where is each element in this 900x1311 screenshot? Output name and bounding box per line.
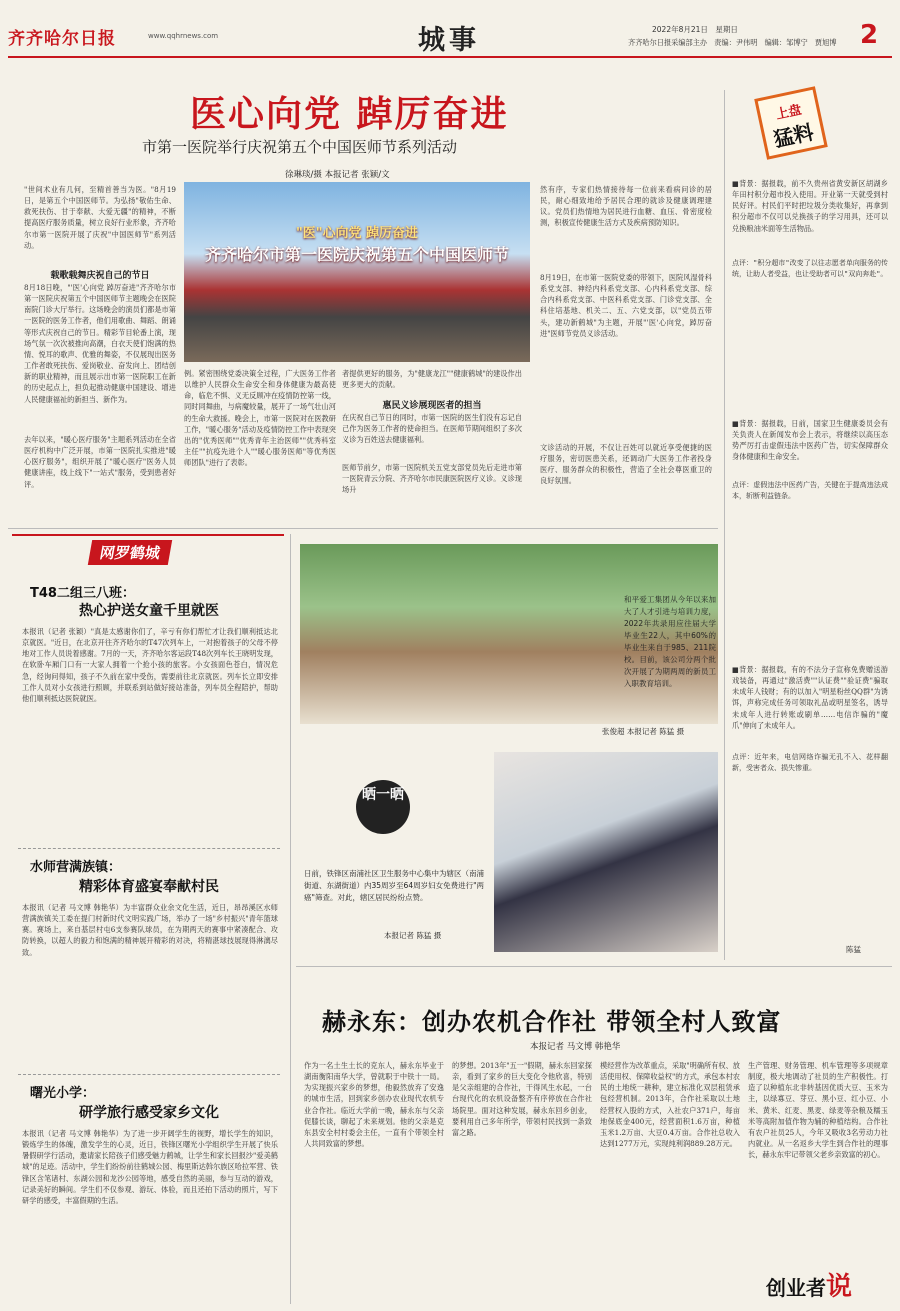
story3-headline: 研学旅行感受家乡文化 [79,1105,219,1121]
lead-paragraph: 文诊活动的开展，不仅让百姓可以就近享受便捷的医疗服务，密切医患关系，还调动广大医务工作者投身医疗、服务群众的积极性，营造了全社会尊医重卫的良好氛围。 [540,443,712,486]
lead-paragraph: 8月18日晚，"'医'心向党 踔厉奋进"齐齐哈尔市第一医院庆祝第五个中国医师节主题晚会在医院南院门诊大厅举行。这场晚会的演员们都是市第一医院的医务工作者，他们用歌曲、舞蹈、朗诵等形式庆祝自己的节日。精彩节目轮番上演，现场气氛一次次被推向高潮，白衣天使们饱满的热情、悦耳的歌声、优雅的舞姿，不仅展现出医务工作者敢死扶伤、爱岗敬业、奋发向上、团结创新的职业精神，而且展示出市第一医院职工在新的历史起点上，担负起推动健康中国建设、增进人民健康福祉的新担当、新作为。 [24,283,176,404]
lead-subhead: 载歌载舞庆祝自己的节日 [50,271,150,281]
column-divider [290,534,291,1304]
background-item: ■背景：据报载，日前，国家卫生健康委员会有关负责人在新闻发布会上表示，将继续以高压态势严厉打击虚假违法中医药广告，切实保障群众身体健康和生命安全。 [732,419,888,462]
column-logo-prefix: 创业者 [766,1276,826,1300]
lead-paragraph: 在庆祝自己节日的同时，市第一医院的医生们没有忘记自己作为医务工作者的使命担当。在医师节期间组织了多次义诊为百姓送去健康福利。 [342,413,522,445]
screening-photo-credit: 本报记者 陈猛 摄 [384,931,442,940]
issue-date: 2022年8月21日 星期日 [652,25,738,34]
feature-paragraph: 作为一名土生土长的克东人，赫永东毕业于湖南衡阳南华大学，曾就职于中铁十一局。为实现振兴家乡的梦想，他毅然放弃了安逸的城市生活，回到家乡创办农业现代农机专业合作社。临近大学前一晚，赫永东与父亲促膝长谈，聊起了未来规划。他的父亲是克东县安全村村委会主任，一直有个带领全村人共同致富的梦想。 [304,1061,444,1149]
lead-byline: 徐琳琰/摄 本报记者 张颖/文 [285,170,390,180]
story2-kicker: 水师营满族镇： [30,860,122,875]
column-author: 陈猛 [846,945,861,954]
column-divider [724,90,725,960]
lead-headline: 医心向党 踔厉奋进 [190,93,509,135]
newspaper-logo: 齐齐哈尔日报 [8,29,116,49]
section-title: 城事 [418,25,480,56]
background-item: ■背景：据报载，前不久贵州省黄安新区胡湖乡年田村积分超市投入使用。开业第一天就受到村民好评。村民们平时把垃圾分类收集好，再拿到积分超市不仅可以兑换孩子的学习用具，还可以兑换粮油米面等生活物品。 [732,179,888,233]
network-column-title: 网罗鹤城 [88,540,172,565]
lead-paragraph: 医师节前夕，市第一医院机关五党支部党员先后走进市第一医院青云分院、齐齐哈尔市民康医院医疗义诊。义诊现场升 [342,463,522,495]
column-badge [754,86,828,160]
story2-body: 本报讯（记者 马文博 韩艳华）为丰富群众业余文化生活，近日，昂昂溪区水师营满族镇关工委在提门村新时代文明实践广场，举办了一场"乡村振兴"青年篮球赛。赛场上，来自基层村屯6支参赛队球员，在为期两天的赛事中紧凑配合、攻防转换，以超人的毅力和饱满的精神展开精彩的对决，将精湛球技展现得淋漓尽致。 [22,903,278,957]
lead-subhead: 惠民义诊展现医者的担当 [382,401,482,411]
lead-paragraph: "世间术业有几何，至精首善当为医。"8月19日，是第五个中国医师节。为弘扬"敬佑生命、救死扶伤、甘于奉献、大爱无疆"的精神，不断提高医疗服务质量，树立良好行业形象，齐齐哈尔市第一医院开展了庆祝"中国医师节"系列活动。 [24,185,176,250]
badge-top-text: 上盘 [774,102,804,123]
feature-paragraph: 模经营作为改革重点，采取"明确所有权、放活使用权、保障收益权"的方式，承包本村农民的土地统一耕种，建立标准化双层租赁承包经营机制。2013年，合作社采取以土地经营权入股的方式，入社农户371户，每亩地保底金400元，经营面积1.6万亩，种植玉米1.2万亩、大豆0.4万亩。合作社总收入达到1277万元，实现纯利润889.28万元。 [600,1061,740,1149]
badge-main-text: 猛料 [771,119,816,152]
lead-paragraph: 者提供更好的服务，为"健康龙江""健康鹤城"的建设作出更多更大的贡献。 [342,369,522,390]
story1-body: 本报讯（记者 张颖）"真是太感谢你们了，辛亏有你们帮忙才让我们顺利抵达北京就医。"近日，在北京开往齐齐哈尔的T47次列车上，一对抱着孩子的父母不停地对工作人员说着感谢。7月的一天，齐齐哈尔客运段T48次列车长王晓明发现，在软卧车厢门口有一大家人拥着一个抢小孩的旅客。小女孩面色苍白，情况危急，经询问得知，孩子不久前在家中受伤，需要前往北京就医。列车长立即安排工作人员对小女孩进行照顾，并联系到站做好接站准备，列车员全程陪护，帮助他们顺利抵达医院就医。 [22,627,278,703]
feature-byline: 本报记者 马文博 韩艳华 [530,1042,621,1052]
comment-item: 点评：虚假违法中医药广告，关键在于提高违法成本，斩断利益链条。 [732,481,888,500]
lead-paragraph: 例。紧密围绕党委决策全过程，广大医务工作者以维护人民群众生命安全和身体健康为最高使命，临危不惧、义无反顾冲在疫情防控第一线，同时同舞曲，与病魔较量，展开了一场气壮山河的生命大救援。晚会上，市第一医院对在医教研工作，"暖心服务"活动及疫情防控工作中表现突出的"优秀医师""优秀青年主治医师""优秀科室主任""抗疫先进个人""暖心服务医师"等优秀医师团队"进行了表彰。 [184,369,336,468]
story2-headline: 精彩体育盛宴奉献村民 [79,879,219,895]
column-logo-suffix: 说 [826,1272,853,1302]
lead-paragraph: 8月19日，在市第一医院党委的带领下，医院风湿骨科系党支部、神经内科系党支部、心内科系党支部、综合内科系党支部、中医科系党支部、门诊党支部、全科住培基地、机关二、五、六党支部，以"党员五带头，建功新鹤城"为主题，开展"'医'心向党，踔厉奋进"医师节党员义诊活动。 [540,273,712,338]
speaker-icon: 晒一晒 [356,780,410,834]
page-number: 2 [860,20,879,50]
banner-slogan: "医"心向党 踔厉奋进 [295,226,419,241]
section-rule [8,528,718,529]
story3-kicker: 曙光小学： [30,1086,96,1101]
lead-paragraph: 去年以来，"暖心医疗服务"主题系列活动在全省医疗机构中广泛开展，市第一医院扎实推进"暖心医疗服务"，组织开展了"暖心医疗"医务人员健康讲座，线上线下"一站式"服务，受到患者好评。 [24,435,176,489]
site-url[interactable]: www.qqhrnews.com [148,32,219,40]
feature-paragraph: 的梦想。2013年"五一"假期，赫永东回家探亲，看到了家乡的巨大变化令他欣喜，特别是父亲组建的合作社，干得风生水起，一台台现代化的农机设备整齐有序停放在合作社场院里。面对这种发展，赫永东回乡创业，要利用自己多年所学，带领村民找到一条致富之路。 [452,1061,592,1137]
entrepreneur-column-logo [766,1266,852,1303]
story-divider [18,848,280,849]
section-rule [296,966,892,967]
story1-headline: 热心护送女童千里就医 [79,603,219,619]
background-item: ■背景：据报载，有的不法分子宣称免费赠送游戏装备，再通过"激活费""认证费""验证费"骗取未成年人钱财；有的以加入"明星粉丝QQ群"为诱饵，声称完成任务可领取礼品或明星签名，诱导未成年人进行转账或刷单……电信诈骗的"魔爪"伸向了未成年人。 [732,665,888,730]
editor-line: 齐齐哈尔日报采编部主办 责编：尹伟明 编辑：邹博宁 贾旭博 [628,38,837,47]
feature-headline: 赫永东：创办农机合作社 带领全村人致富 [322,1008,782,1036]
story3-body: 本报讯（记者 马文博 韩艳华）为了进一步开阔学生的视野，增长学生的知识，锻炼学生的体魄，激发学生的心灵，近日，铁锋区曙光小学组织学生开展了快乐暑假研学行活动，邀请家长陪孩子们感受魅力鹤城，让学生和家长回报沙"爱美鹤城"的足迹。活动中，学生们纷纷前往鹤城公园、梅里斯达斡尔族区哈拉军营、铁锋区含笔诸村、东湖公园和龙沙公园等地，感受自然的美丽，参与互动的游戏，记录美好的瞬间。学生们不仅参观、游玩、体验，而且还拍下活动的照片，写下研学的感受，丰富假期的生活。 [22,1129,278,1205]
training-photo-caption: 和平爱工集团从今年以来加大了人才引进与培训力度，2022年共录用应往届大学毕业生22人，其中60%的毕业生来自于985、211院校。目前，该公司分两个批次开展了为期两周的新员工入职教育培训。 [624,595,716,688]
screening-photo [494,752,718,952]
screening-photo-caption: 日前，铁锋区南浦社区卫生服务中心集中为辖区（南浦街道、东湖街道）内35周岁至64周岁妇女免费进行"两癌"筛查。对此，辖区居民纷纷点赞。 [304,869,485,902]
banner-event-name: 齐齐哈尔市第一医院庆祝第五个中国医师节 [204,245,509,264]
lead-photo [184,182,530,362]
comment-item: 点评：近年来，电信网络诈骗无孔不入、花样翻新，受害者众、损失惨重。 [732,753,888,772]
feature-paragraph: 生产管理、财务管理、机车管理等多项规章制度，极大地调动了社员的生产积极性。打造了以种植东北非转基因优质大豆、玉米为主，以绿寡豆、芽豆、黑小豆、红小豆、小米、黄米、红麦、黑麦、绿麦等杂粮及糯玉米等高附加值作物为辅的种植结构。合作社有农户社员25人，今年又吸收3名劳动力社内就业。从一名返乡大学生到合作社的理事长，赫永东牢记带领父老乡亲致富的初心。 [748,1061,888,1160]
story1-kicker: T48二组三八班： [30,586,135,601]
training-photo-credit: 张俊超 本报记者 陈猛 摄 [602,727,685,736]
story-divider [18,1074,280,1075]
comment-item: 点评："积分超市"改变了以往志愿者单向服务的传统，让助人者受益，也让受助者可以"双向奔赴"。 [732,259,888,278]
lead-subheadline: 市第一医院举行庆祝第五个中国医师节系列活动 [142,138,458,156]
header-rule [8,56,892,58]
lead-paragraph: 然有序，专家们热情接待每一位前来看病问诊的居民，耐心细致地给予居民合理的就诊及健康调理建议。党员们热情地为居民进行血糖、血压、骨密度检测，积极宣传健康生活方式及疾病预防知识。 [540,185,712,228]
